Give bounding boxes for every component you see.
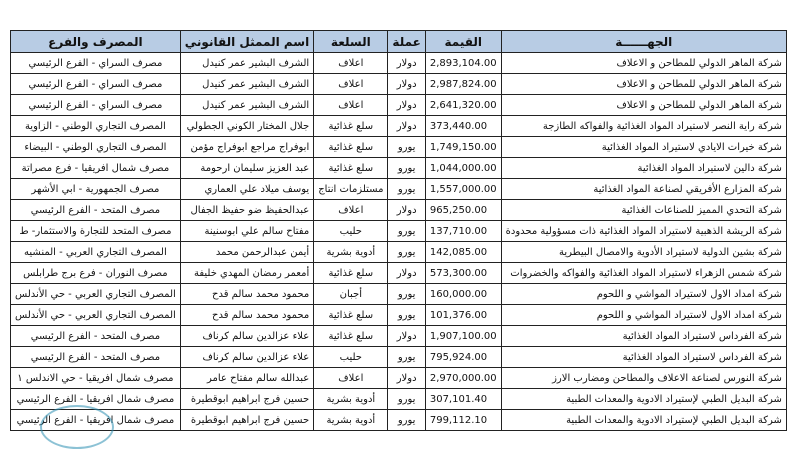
cell-representative: الشرف البشير عمر كنيدل <box>180 95 313 116</box>
cell-representative: حسين فرج ابراهيم ابوقطيرة <box>180 410 313 431</box>
cell-representative: ابوفراج مراجع ابوفراج مؤمن <box>180 137 313 158</box>
cell-value: 101,376.00 <box>425 305 501 326</box>
table-row <box>11 389 787 410</box>
header-representative: اسم الممثل القانوني <box>180 31 313 53</box>
cell-goods: حليب <box>314 347 388 368</box>
cell-bank: مصرف شمال افريقيا - الفرع الرئيسي <box>11 389 181 410</box>
cell-representative: مفتاح سالم علي ابوسنينة <box>180 221 313 242</box>
cell-representative: أيمن عبدالرحمن محمد <box>180 242 313 263</box>
cell-entity: شركة الريشة الذهبية لاستيراد المواد الغذائية ذات مسؤولية محدودة <box>501 221 786 242</box>
cell-goods: اعلاف <box>314 74 388 95</box>
cell-bank: مصرف شمال افريقيا - حي الاندلس ١ <box>11 368 181 389</box>
cell-representative: حسين فرج ابراهيم ابوقطيرة <box>180 389 313 410</box>
cell-goods: أدوية بشرية <box>314 242 388 263</box>
header-currency: عملة <box>388 31 425 53</box>
cell-entity: شركة الفرداس لاستيراد المواد الغذائية <box>501 326 786 347</box>
header-goods: السلعة <box>314 31 388 53</box>
cell-entity: شركة التحدي المميز للصناعات الغذائية <box>501 200 786 221</box>
cell-currency: يورو <box>388 347 425 368</box>
cell-goods: أجبان <box>314 284 388 305</box>
cell-currency: دولار <box>388 326 425 347</box>
cell-value: 965,250.00 <box>425 200 501 221</box>
cell-currency: دولار <box>388 200 425 221</box>
cell-goods: سلع غذائية <box>314 305 388 326</box>
cell-goods: اعلاف <box>314 368 388 389</box>
cell-entity: شركة البديل الطبي لإستيراد الادوية والمعدات الطبية <box>501 389 786 410</box>
cell-currency: يورو <box>388 137 425 158</box>
table-row <box>11 158 787 179</box>
cell-bank: مصرف النوران - فرع برج طرابلس <box>11 263 181 284</box>
cell-currency: دولار <box>388 53 425 74</box>
cell-goods: سلع غذائية <box>314 137 388 158</box>
cell-goods: سلع غذائية <box>314 116 388 137</box>
table-row <box>11 116 787 137</box>
cell-goods: حليب <box>314 221 388 242</box>
cell-entity: شركة راية النصر لاستيراد المواد الغذائية والفواكه الطازجة <box>501 116 786 137</box>
cell-goods: أدوية بشرية <box>314 389 388 410</box>
table-row <box>11 179 787 200</box>
table-row <box>11 368 787 389</box>
cell-entity: شركة البديل الطبي لإستيراد الادوية والمعدات الطبية <box>501 410 786 431</box>
cell-currency: دولار <box>388 95 425 116</box>
cell-goods: اعلاف <box>314 200 388 221</box>
cell-entity: شركة الفرداس لاستيراد المواد الغذائية <box>501 347 786 368</box>
cell-goods: مستلزمات انتاج <box>314 179 388 200</box>
cell-value: 795,924.00 <box>425 347 501 368</box>
cell-entity: شركة الماهر الدولي للمطاحن و الاعلاف <box>501 74 786 95</box>
cell-goods: اعلاف <box>314 95 388 116</box>
table-row <box>11 221 787 242</box>
header-value: القيمة <box>425 31 501 53</box>
cell-bank: مصرف شمال افريقيا - فرع مصراتة <box>11 158 181 179</box>
cell-currency: دولار <box>388 263 425 284</box>
table-row <box>11 242 787 263</box>
table-row <box>11 137 787 158</box>
cell-entity: شركة بشين الدولية لاستيراد الأدوية والامصال البيطرية <box>501 242 786 263</box>
table-row <box>11 305 787 326</box>
cell-bank: المصرف التجاري الوطني - الزاوية <box>11 116 181 137</box>
cell-entity: شركة شمس الزهراء لاستيراد المواد الغذائية والفواكه والخضروات <box>501 263 786 284</box>
cell-bank: مصرف المتحد - الفرع الرئيسي <box>11 347 181 368</box>
cell-bank: المصرف التجاري العربي - حي الأندلس <box>11 284 181 305</box>
cell-entity: شركة المزارع الأفريقي لصناعة المواد الغذائية <box>501 179 786 200</box>
cell-value: 2,970,000.00 <box>425 368 501 389</box>
cell-currency: يورو <box>388 242 425 263</box>
cell-representative: علاء عزالدين سالم كرناف <box>180 326 313 347</box>
table-row <box>11 95 787 116</box>
cell-value: 307,101.40 <box>425 389 501 410</box>
cell-value: 573,300.00 <box>425 263 501 284</box>
cell-representative: محمود محمد سالم قدح <box>180 305 313 326</box>
table-row <box>11 410 787 431</box>
cell-representative: محمود محمد سالم قدح <box>180 284 313 305</box>
official-stamp <box>40 405 114 449</box>
cell-representative: عبدالحفيظ ضو حفيظ الجفال <box>180 200 313 221</box>
cell-representative: عبد العزيز سليمان ارحومة <box>180 158 313 179</box>
cell-representative: جلال المختار الكوني الجطولي <box>180 116 313 137</box>
cell-value: 2,641,320.00 <box>425 95 501 116</box>
cell-bank: مصرف السراي - الفرع الرئيسي <box>11 95 181 116</box>
cell-entity: شركة الماهر الدولي للمطاحن و الاعلاف <box>501 95 786 116</box>
letters-of-credit-table <box>10 30 787 431</box>
cell-goods: اعلاف <box>314 53 388 74</box>
header-bank: المصرف والفرع <box>11 31 181 53</box>
cell-goods: سلع غذائية <box>314 263 388 284</box>
cell-representative: الشرف البشير عمر كنيدل <box>180 53 313 74</box>
cell-entity: شركة خيرات الايادي لاستيراد المواد الغذائية <box>501 137 786 158</box>
cell-currency: يورو <box>388 179 425 200</box>
cell-value: 160,000.00 <box>425 284 501 305</box>
header-entity: الجهــــــة <box>501 31 786 53</box>
cell-bank: مصرف الجمهورية - ابي الأشهر <box>11 179 181 200</box>
cell-entity: شركة الماهر الدولي للمطاحن و الاعلاف <box>501 53 786 74</box>
cell-goods: أدوية بشرية <box>314 410 388 431</box>
table-row <box>11 326 787 347</box>
cell-bank: مصرف السراي - الفرع الرئيسي <box>11 53 181 74</box>
cell-value: 373,440.00 <box>425 116 501 137</box>
cell-currency: دولار <box>388 74 425 95</box>
cell-currency: دولار <box>388 368 425 389</box>
cell-goods: سلع غذائية <box>314 326 388 347</box>
cell-value: 1,907,100.00 <box>425 326 501 347</box>
cell-bank: مصرف المتحد - الفرع الرئيسي <box>11 200 181 221</box>
table-row <box>11 284 787 305</box>
cell-currency: دولار <box>388 116 425 137</box>
cell-entity: شركة دالين لاستيراد المواد الغذائية <box>501 158 786 179</box>
cell-value: 799,112.10 <box>425 410 501 431</box>
cell-currency: يورو <box>388 389 425 410</box>
cell-bank: المصرف التجاري العربي - حي الأندلس <box>11 305 181 326</box>
cell-currency: يورو <box>388 158 425 179</box>
cell-value: 1,749,150.00 <box>425 137 501 158</box>
cell-currency: يورو <box>388 221 425 242</box>
cell-representative: أمعمر رمضان المهدي خليفة <box>180 263 313 284</box>
table-row <box>11 200 787 221</box>
table-row <box>11 347 787 368</box>
cell-representative: علاء عزالدين سالم كرناف <box>180 347 313 368</box>
table-header-row <box>11 31 787 53</box>
cell-bank: مصرف المتحد - الفرع الرئيسي <box>11 326 181 347</box>
cell-currency: يورو <box>388 305 425 326</box>
cell-entity: شركة النورس لصناعة الاعلاف والمطاحن ومضارب الارز <box>501 368 786 389</box>
cell-bank: مصرف السراي - الفرع الرئيسي <box>11 74 181 95</box>
cell-value: 142,085.00 <box>425 242 501 263</box>
cell-currency: يورو <box>388 284 425 305</box>
cell-representative: عبدالله سالم مفتاح عامر <box>180 368 313 389</box>
cell-value: 2,893,104.00 <box>425 53 501 74</box>
cell-bank: المصرف التجاري العربي - المنشيه <box>11 242 181 263</box>
cell-goods: سلع غذائية <box>314 158 388 179</box>
cell-value: 1,557,000.00 <box>425 179 501 200</box>
cell-bank: مصرف شمال افريقيا - الفرع الرئيسي <box>11 410 181 431</box>
table-row <box>11 53 787 74</box>
cell-representative: الشرف البشير عمر كنيدل <box>180 74 313 95</box>
table-row <box>11 74 787 95</box>
cell-value: 137,710.00 <box>425 221 501 242</box>
cell-currency: يورو <box>388 410 425 431</box>
table-row <box>11 263 787 284</box>
cell-entity: شركة امداد الاول لاستيراد المواشي و اللحوم <box>501 305 786 326</box>
cell-bank: مصرف المتحد للتجارة والاستثمار- ط <box>11 221 181 242</box>
cell-representative: يوسف ميلاد علي العماري <box>180 179 313 200</box>
table-body <box>11 53 787 431</box>
cell-entity: شركة امداد الاول لاستيراد المواشي و اللحوم <box>501 284 786 305</box>
cell-bank: المصرف التجاري الوطني - البيضاء <box>11 137 181 158</box>
cell-value: 1,044,000.00 <box>425 158 501 179</box>
cell-value: 2,987,824.00 <box>425 74 501 95</box>
